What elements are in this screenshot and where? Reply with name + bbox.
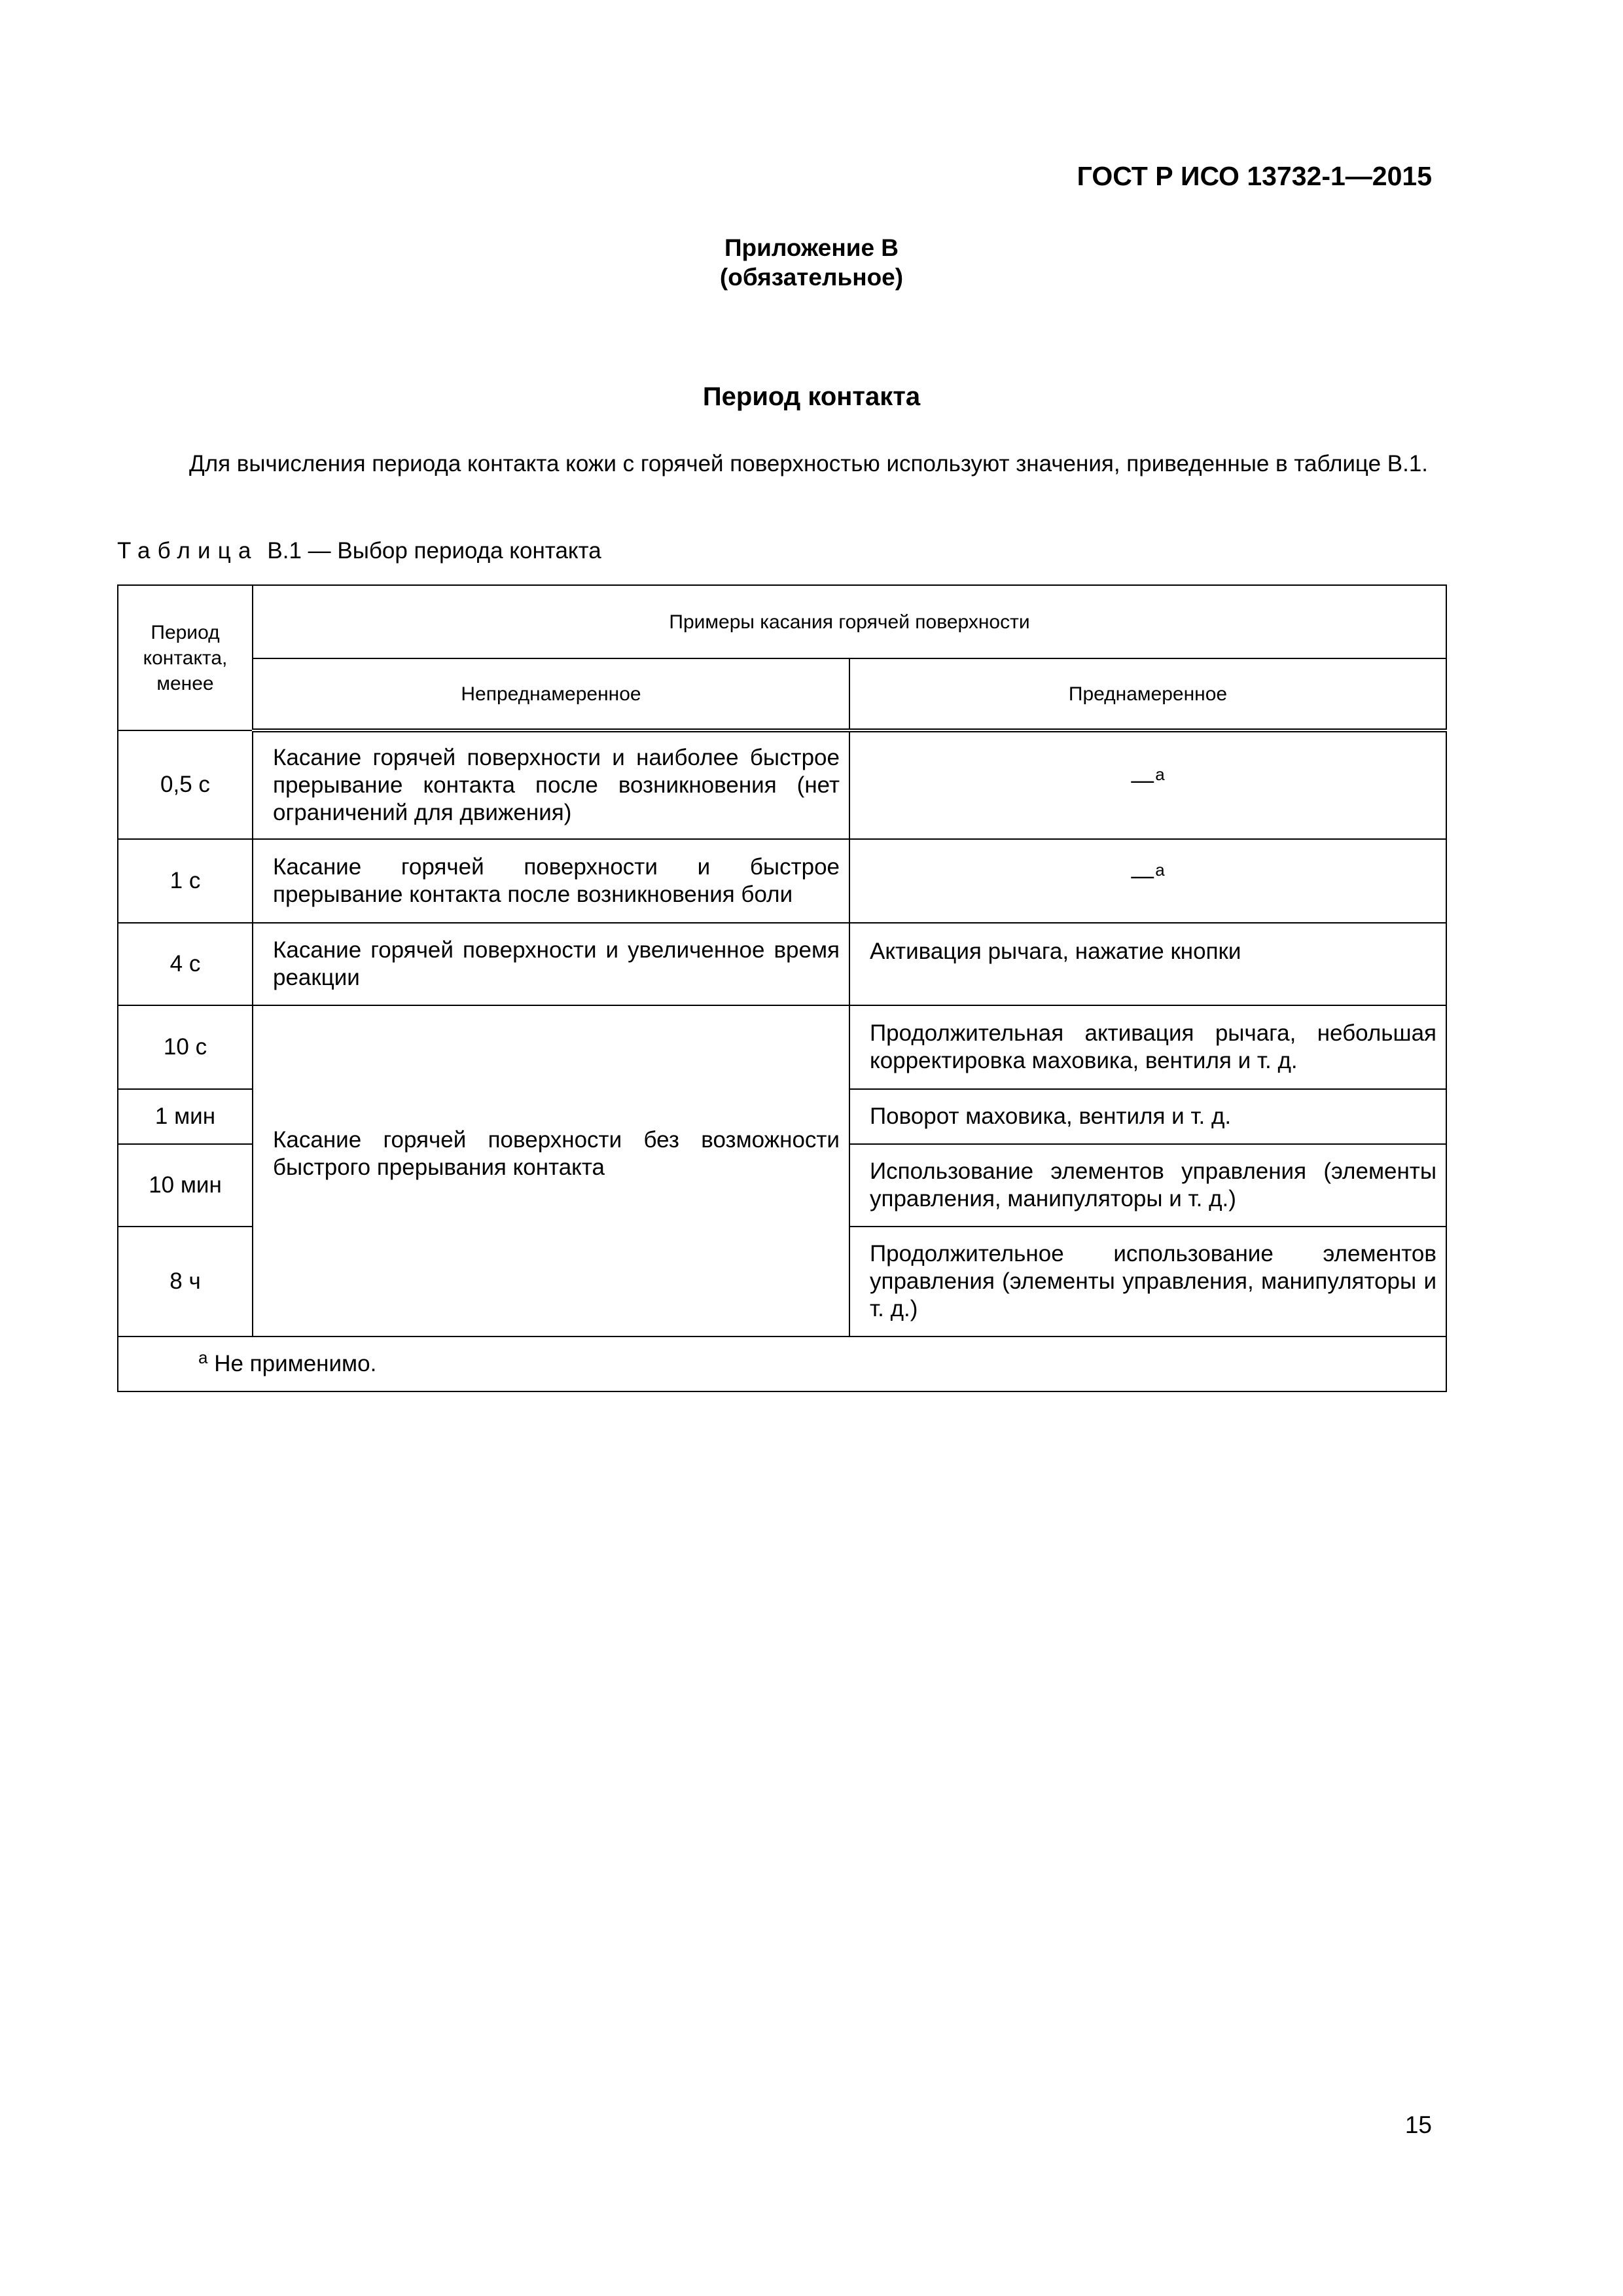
intentional-cell: Активация рычага, нажатие кнопки: [849, 923, 1446, 1005]
period-cell: 4 с: [118, 923, 253, 1005]
footnote-ref: a: [1155, 764, 1165, 784]
unintentional-cell: Касание горячей поверхности и быстрое прерывание контакта после возникновения боли: [253, 839, 849, 923]
table-row: [118, 730, 1446, 839]
unintentional-cell: Касание горячей поверхности и наиболее быстрое прерывание контакта после возникновения (нет ограничений для движения): [253, 730, 849, 839]
period-cell: 0,5 с: [118, 730, 253, 839]
table-footnote: [118, 1336, 1446, 1391]
header-examples: Примеры касания горячей поверхности: [253, 585, 1446, 658]
header-intentional: Преднамеренное: [849, 658, 1446, 730]
intentional-cell: Продолжительное использование элементов управления (элементы управления, манипуляторы и т. д.): [849, 1227, 1446, 1336]
period-cell: 1 с: [118, 839, 253, 923]
not-applicable-dash: —: [1131, 863, 1154, 889]
contact-period-table: [117, 584, 1447, 1392]
table-header-row: [118, 585, 1446, 658]
standard-code: ГОСТ Р ИСО 13732-1—2015: [1077, 161, 1432, 191]
unintentional-merged-cell: Касание горячей поверхности без возможности быстрого прерывания контакта: [253, 1005, 849, 1336]
page-number: 15: [1404, 2111, 1432, 2138]
period-cell: 1 мин: [118, 1089, 253, 1144]
table-subheader-row: [118, 658, 1446, 730]
section-title: Период контакта: [702, 382, 921, 411]
intentional-cell: Продолжительная активация рычага, небольшая корректировка маховика, вентиля и т. д.: [849, 1005, 1446, 1089]
intentional-cell: [849, 730, 1446, 839]
table-footnote-row: [118, 1336, 1446, 1391]
footnote-text: Не применимо.: [214, 1351, 377, 1376]
period-cell: 8 ч: [118, 1227, 253, 1336]
period-cell: 10 мин: [118, 1144, 253, 1227]
not-applicable-dash: —: [1131, 768, 1154, 793]
table-caption-text: В.1 — Выбор периода контакта: [267, 538, 601, 564]
table-row: [118, 923, 1446, 1005]
annex-title: Приложение В: [724, 234, 899, 261]
unintentional-cell: Касание горячей поверхности и увеличенное время реакции: [253, 923, 849, 1005]
intentional-cell: Поворот маховика, вентиля и т. д.: [849, 1089, 1446, 1144]
intentional-cell: Использование элементов управления (элементы управления, манипуляторы и т. д.): [849, 1144, 1446, 1227]
footnote-mark: a: [198, 1348, 208, 1367]
footnote-ref: a: [1155, 860, 1165, 880]
intentional-cell: [849, 839, 1446, 923]
header-period: Период контакта, менее: [118, 585, 253, 730]
table-row: [118, 1005, 1446, 1089]
period-cell: 10 с: [118, 1005, 253, 1089]
annex-heading: [0, 233, 1623, 292]
table-caption: [117, 538, 601, 564]
annex-status: (обязательное): [719, 264, 904, 291]
header-unintentional: Непреднамеренное: [253, 658, 849, 730]
body-paragraph: Для вычисления периода контакта кожи с горячей поверхностью используют значения, приведенные в таблице В.1.: [189, 451, 1429, 476]
table-row: [118, 839, 1446, 923]
table-caption-label: Таблица: [117, 538, 259, 564]
